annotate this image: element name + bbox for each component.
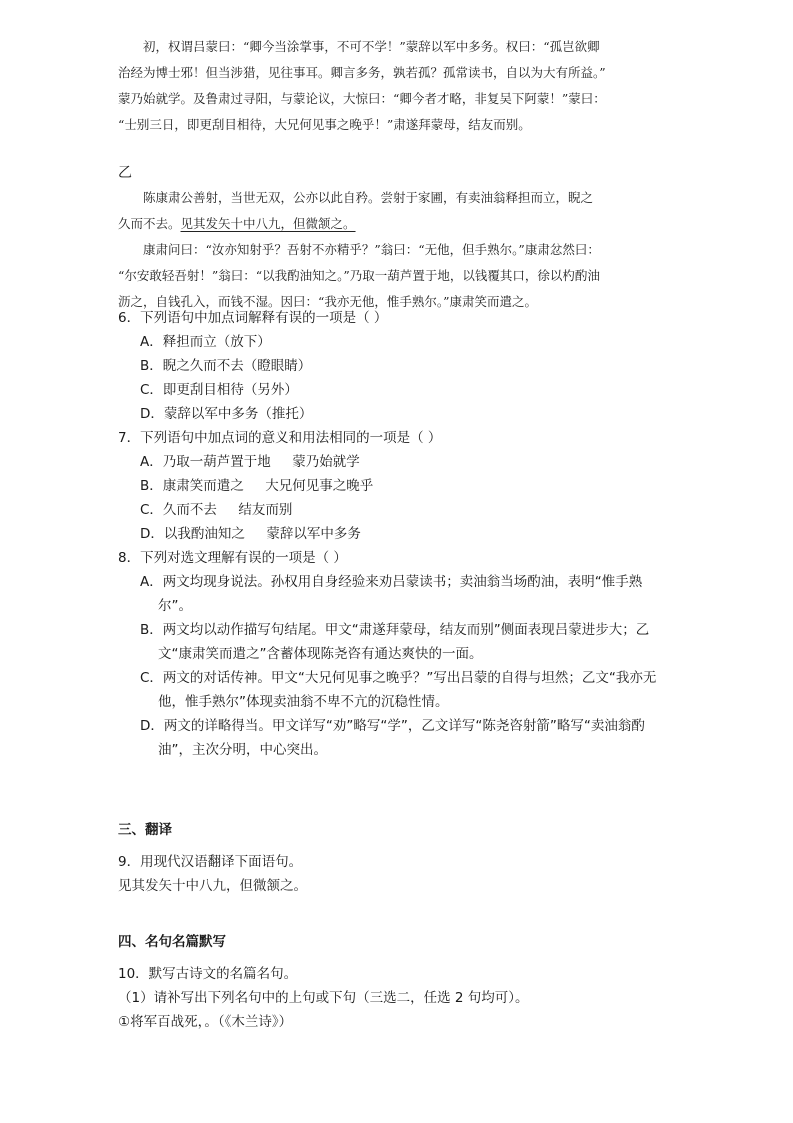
question-7-option-c: C．久而不去 结友而别 xyxy=(140,502,293,518)
question-7-stem: 7．下列语句中加点词的意义和用法相同的一项是（ ） xyxy=(118,430,442,446)
passage-jia-line-2: 治经为博士邪！但当涉猎，见往事耳。卿言多务，孰若孤？孤常读书，自以为大有所益。” xyxy=(118,65,606,80)
passage-yi-label: 乙 xyxy=(118,165,132,181)
question-8-option-d: D．两文的详略得当。甲文详写“劝”略写“学”，乙文详写“陈尧咨射箭”略写“卖油翁酌 xyxy=(140,718,645,734)
question-8-option-a-cont: 尔”。 xyxy=(158,598,192,614)
question-6 xyxy=(118,306,688,426)
question-10-stem: 10．默写古诗文的名篇名句。 xyxy=(118,966,298,982)
question-9-stem: 9．用现代汉语翻译下面语句。 xyxy=(118,854,303,870)
question-8-option-b-cont: 文“康肃笑而遣之”含蓄体现陈尧咨有通达爽快的一面。 xyxy=(158,646,483,662)
passage-yi-line-5: 沥之，自钱孔入，而钱不湿。因曰：“我亦无他，惟手熟尔。”康肃笑而遣之。 xyxy=(118,294,538,309)
passage-jia xyxy=(118,34,678,138)
passage-jia-line-4: “士别三日，即更刮目相待，大兄何见事之晚乎！”肃遂拜蒙母，结友而别。 xyxy=(118,117,531,132)
passage-jia-line-3: 蒙乃始就学。及鲁肃过寻阳，与蒙论议，大惊曰：“卿今者才略，非复吴下阿蒙！”蒙曰： xyxy=(118,91,606,106)
question-6-option-a: A．释担而立（放下） xyxy=(140,334,271,350)
question-7 xyxy=(118,426,688,546)
question-8-option-b: B．两文均以动作描写句结尾。甲文“肃遂拜蒙母，结友而别”侧面表现吕蒙进步大；乙 xyxy=(140,622,650,638)
question-6-option-c: C．即更刮目相待（另外） xyxy=(140,382,298,398)
question-6-option-b: B．睨之久而不去（瞪眼睛） xyxy=(140,358,312,374)
section-4-title: 四、名句名篇默写 xyxy=(118,934,226,950)
question-8-stem: 8．下列对选文理解有误的一项是（ ） xyxy=(118,550,347,566)
question-9-sentence: 见其发矢十中八九，但微颔之。 xyxy=(118,878,307,894)
underlined-sentence: 见其发矢十中八九，但微颔之。 xyxy=(180,216,356,231)
question-7-option-a: A．乃取一葫芦置于地 蒙乃始就学 xyxy=(140,454,360,470)
question-10-item-1: ①将军百战死，。（《木兰诗》） xyxy=(118,1014,293,1030)
passage-yi-line-2-text: 久而不去。 xyxy=(118,216,181,231)
question-7-option-d: D．以我酌油知之 蒙辞以军中多务 xyxy=(140,526,361,542)
question-8-option-d-cont: 油”，主次分明，中心突出。 xyxy=(158,742,327,758)
passage-yi-line-4: “尔安敢轻吾射！”翁曰：“以我酌油知之。”乃取一葫芦置于地，以钱覆其口，徐以杓酌油 xyxy=(118,268,600,283)
question-6-stem: 6．下列语句中加点词解释有误的一项是（ ） xyxy=(118,310,388,326)
question-8-option-c-cont: 他，惟手熟尔”体现卖油翁不卑不亢的沉稳性情。 xyxy=(158,694,449,710)
passage-yi-line-2 xyxy=(118,211,678,237)
question-8 xyxy=(118,546,688,762)
question-8-option-a: A．两文均现身说法。孙权用自身经验来劝吕蒙读书；卖油翁当场酌油，表明“惟手熟 xyxy=(140,574,643,590)
passage-yi xyxy=(118,185,678,315)
passage-yi-line-3: 康肃问曰：“汝亦知射乎？吾射不亦精乎？”翁曰：“无他，但手熟尔。”康肃忿然曰： xyxy=(143,242,600,257)
question-7-option-b: B．康肃笑而遣之 大兄何见事之晚乎 xyxy=(140,478,374,494)
section-3-title: 三、翻译 xyxy=(118,822,172,838)
passage-jia-line-1: 初，权谓吕蒙曰：“卿今当涂掌事，不可不学！”蒙辞以军中多务。权曰：“孤岂欲卿 xyxy=(143,39,600,54)
question-8-option-c: C．两文的对话传神。甲文“大兄何见事之晚乎？”写出吕蒙的自得与坦然；乙文“我亦无 xyxy=(140,670,657,686)
passage-yi-line-1: 陈康肃公善射，当世无双，公亦以此自矜。尝射于家圃，有卖油翁释担而立，睨之 xyxy=(143,190,594,205)
question-6-option-d: D．蒙辞以军中多务（推托） xyxy=(140,406,313,422)
question-10-subquestion-1: （1）请补写出下列名句中的上句或下句（三选二，任选 2 句均可）。 xyxy=(118,990,529,1006)
